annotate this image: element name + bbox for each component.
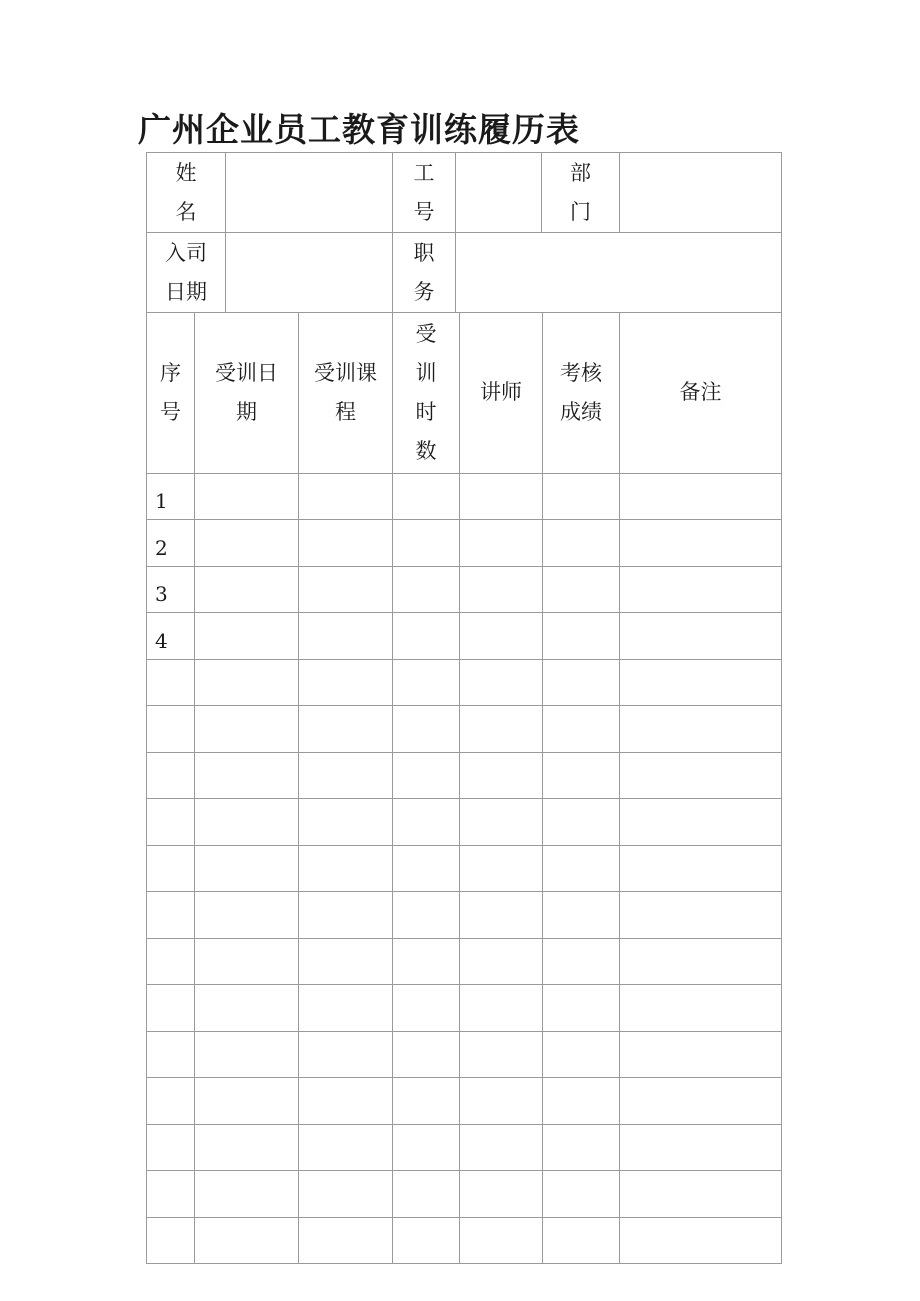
row-seq-cell[interactable] bbox=[147, 706, 195, 753]
row-cell[interactable] bbox=[195, 1124, 299, 1171]
row-seq-cell[interactable] bbox=[147, 1217, 195, 1264]
row-cell[interactable] bbox=[460, 1171, 543, 1218]
row-cell[interactable] bbox=[543, 985, 620, 1032]
row-seq-cell[interactable] bbox=[147, 892, 195, 939]
row-cell[interactable] bbox=[620, 566, 782, 613]
table-row bbox=[147, 706, 782, 753]
row-seq-cell[interactable] bbox=[147, 659, 195, 706]
table-row bbox=[147, 752, 782, 799]
row-cell[interactable] bbox=[620, 473, 782, 520]
row-seq-cell[interactable]: 4 bbox=[147, 613, 195, 660]
row-cell[interactable] bbox=[543, 473, 620, 520]
row-cell[interactable] bbox=[460, 799, 543, 846]
row-cell[interactable] bbox=[393, 1031, 460, 1078]
row-cell[interactable] bbox=[620, 938, 782, 985]
position-label: 职务 bbox=[393, 233, 456, 313]
row-cell[interactable] bbox=[393, 845, 460, 892]
row-cell[interactable] bbox=[195, 845, 299, 892]
id-label: 工号 bbox=[393, 153, 456, 233]
row-cell[interactable] bbox=[195, 1217, 299, 1264]
table-row bbox=[147, 1031, 782, 1078]
row-cell[interactable] bbox=[299, 613, 393, 660]
row-cell[interactable] bbox=[460, 892, 543, 939]
table-row bbox=[147, 845, 782, 892]
row-cell[interactable] bbox=[195, 659, 299, 706]
row-cell[interactable] bbox=[543, 1171, 620, 1218]
row-cell[interactable] bbox=[620, 985, 782, 1032]
row-cell[interactable] bbox=[195, 752, 299, 799]
row-cell[interactable] bbox=[393, 892, 460, 939]
row-cell[interactable] bbox=[620, 1031, 782, 1078]
employee-info-table bbox=[146, 152, 782, 313]
row-cell[interactable] bbox=[299, 845, 393, 892]
row-seq-cell[interactable]: 3 bbox=[147, 566, 195, 613]
table-row bbox=[147, 520, 782, 567]
row-cell[interactable] bbox=[393, 706, 460, 753]
row-cell[interactable] bbox=[460, 1217, 543, 1264]
row-cell[interactable] bbox=[393, 799, 460, 846]
position-field[interactable] bbox=[456, 233, 782, 313]
row-cell[interactable] bbox=[543, 659, 620, 706]
table-row bbox=[147, 1124, 782, 1171]
row-cell[interactable] bbox=[299, 752, 393, 799]
table-row bbox=[147, 892, 782, 939]
row-cell[interactable] bbox=[460, 1031, 543, 1078]
row-cell[interactable] bbox=[460, 520, 543, 567]
table-row bbox=[147, 985, 782, 1032]
col-date-header: 受训日期 bbox=[195, 312, 299, 473]
col-remark-header: 备注 bbox=[620, 312, 782, 473]
row-cell[interactable] bbox=[543, 1031, 620, 1078]
row-cell[interactable] bbox=[195, 706, 299, 753]
row-cell[interactable] bbox=[460, 613, 543, 660]
row-cell[interactable] bbox=[299, 985, 393, 1032]
row-cell[interactable] bbox=[393, 985, 460, 1032]
row-seq-cell[interactable] bbox=[147, 752, 195, 799]
row-cell[interactable] bbox=[393, 659, 460, 706]
row-cell[interactable] bbox=[195, 985, 299, 1032]
row-cell[interactable] bbox=[620, 892, 782, 939]
row-cell[interactable] bbox=[460, 1078, 543, 1125]
row-cell[interactable] bbox=[299, 799, 393, 846]
table-row bbox=[147, 473, 782, 520]
row-cell[interactable] bbox=[460, 473, 543, 520]
col-seq-header: 序号 bbox=[147, 312, 195, 473]
row-cell[interactable] bbox=[195, 1031, 299, 1078]
row-cell[interactable] bbox=[460, 706, 543, 753]
row-cell[interactable] bbox=[620, 845, 782, 892]
row-cell[interactable] bbox=[620, 613, 782, 660]
row-cell[interactable] bbox=[460, 752, 543, 799]
name-field[interactable] bbox=[226, 153, 393, 233]
row-seq-cell[interactable] bbox=[147, 1124, 195, 1171]
table-row bbox=[147, 799, 782, 846]
row-cell[interactable] bbox=[393, 473, 460, 520]
row-cell[interactable] bbox=[195, 1078, 299, 1125]
row-cell[interactable] bbox=[543, 520, 620, 567]
row-cell[interactable] bbox=[543, 892, 620, 939]
row-cell[interactable] bbox=[393, 520, 460, 567]
dept-label: 部门 bbox=[542, 153, 620, 233]
row-cell[interactable] bbox=[543, 566, 620, 613]
row-cell[interactable] bbox=[393, 752, 460, 799]
row-cell[interactable] bbox=[393, 566, 460, 613]
row-cell[interactable] bbox=[543, 799, 620, 846]
row-cell[interactable] bbox=[299, 1217, 393, 1264]
row-cell[interactable] bbox=[460, 1124, 543, 1171]
row-cell[interactable] bbox=[393, 1078, 460, 1125]
row-cell[interactable] bbox=[195, 566, 299, 613]
col-course-header: 受训课程 bbox=[299, 312, 393, 473]
dept-field[interactable] bbox=[620, 153, 782, 233]
row-cell[interactable] bbox=[393, 1217, 460, 1264]
col-score-header: 考核成绩 bbox=[543, 312, 620, 473]
row-cell[interactable] bbox=[460, 659, 543, 706]
row-cell[interactable] bbox=[543, 613, 620, 660]
row-cell[interactable] bbox=[620, 1171, 782, 1218]
id-field[interactable] bbox=[456, 153, 542, 233]
row-cell[interactable] bbox=[620, 1078, 782, 1125]
row-cell[interactable] bbox=[620, 799, 782, 846]
row-cell[interactable] bbox=[543, 1124, 620, 1171]
row-seq-cell[interactable]: 1 bbox=[147, 473, 195, 520]
row-cell[interactable] bbox=[460, 938, 543, 985]
row-seq-cell[interactable] bbox=[147, 845, 195, 892]
row-cell[interactable] bbox=[195, 1171, 299, 1218]
row-cell[interactable] bbox=[543, 752, 620, 799]
row-seq-cell[interactable] bbox=[147, 799, 195, 846]
row-cell[interactable] bbox=[620, 659, 782, 706]
row-cell[interactable] bbox=[195, 799, 299, 846]
row-seq-cell[interactable] bbox=[147, 1078, 195, 1125]
row-cell[interactable] bbox=[299, 566, 393, 613]
join-date-label: 入司日期 bbox=[147, 233, 226, 313]
row-cell[interactable] bbox=[195, 613, 299, 660]
row-cell[interactable] bbox=[543, 706, 620, 753]
row-cell[interactable] bbox=[299, 892, 393, 939]
training-record-form bbox=[146, 152, 781, 1172]
row-cell[interactable] bbox=[460, 845, 543, 892]
row-cell[interactable] bbox=[299, 1124, 393, 1171]
table-row bbox=[147, 1217, 782, 1264]
table-row bbox=[147, 613, 782, 660]
join-date-field[interactable] bbox=[226, 233, 393, 313]
row-cell[interactable] bbox=[393, 938, 460, 985]
row-cell[interactable] bbox=[299, 1031, 393, 1078]
row-cell[interactable] bbox=[543, 1078, 620, 1125]
row-cell[interactable] bbox=[543, 938, 620, 985]
row-cell[interactable] bbox=[393, 613, 460, 660]
row-cell[interactable] bbox=[299, 938, 393, 985]
row-cell[interactable] bbox=[393, 1171, 460, 1218]
row-cell[interactable] bbox=[393, 1124, 460, 1171]
table-row bbox=[147, 566, 782, 613]
training-history-table bbox=[146, 312, 782, 1265]
row-cell[interactable] bbox=[195, 892, 299, 939]
row-cell[interactable] bbox=[299, 520, 393, 567]
row-cell[interactable] bbox=[299, 1078, 393, 1125]
row-cell[interactable] bbox=[299, 473, 393, 520]
row-cell[interactable] bbox=[195, 520, 299, 567]
table-row bbox=[147, 1171, 782, 1218]
row-cell[interactable] bbox=[620, 1124, 782, 1171]
row-cell[interactable] bbox=[620, 1217, 782, 1264]
col-lecturer-header: 讲师 bbox=[460, 312, 543, 473]
row-cell[interactable] bbox=[299, 1171, 393, 1218]
row-cell[interactable] bbox=[299, 659, 393, 706]
row-cell[interactable] bbox=[299, 706, 393, 753]
col-hours-header: 受训时数 bbox=[393, 312, 460, 473]
row-seq-cell[interactable] bbox=[147, 1031, 195, 1078]
row-cell[interactable] bbox=[620, 520, 782, 567]
row-seq-cell[interactable]: 2 bbox=[147, 520, 195, 567]
row-cell[interactable] bbox=[195, 938, 299, 985]
row-seq-cell[interactable] bbox=[147, 1171, 195, 1218]
row-cell[interactable] bbox=[620, 706, 782, 753]
table-header-row bbox=[147, 312, 782, 473]
table-row bbox=[147, 938, 782, 985]
row-cell[interactable] bbox=[620, 752, 782, 799]
table-row bbox=[147, 1078, 782, 1125]
name-label: 姓名 bbox=[147, 153, 226, 233]
row-cell[interactable] bbox=[460, 985, 543, 1032]
row-cell[interactable] bbox=[543, 845, 620, 892]
row-cell[interactable] bbox=[195, 473, 299, 520]
page-title: 广州企业员工教育训练履历表 bbox=[138, 110, 580, 149]
row-cell[interactable] bbox=[543, 1217, 620, 1264]
row-cell[interactable] bbox=[460, 566, 543, 613]
row-seq-cell[interactable] bbox=[147, 938, 195, 985]
table-row bbox=[147, 659, 782, 706]
row-seq-cell[interactable] bbox=[147, 985, 195, 1032]
